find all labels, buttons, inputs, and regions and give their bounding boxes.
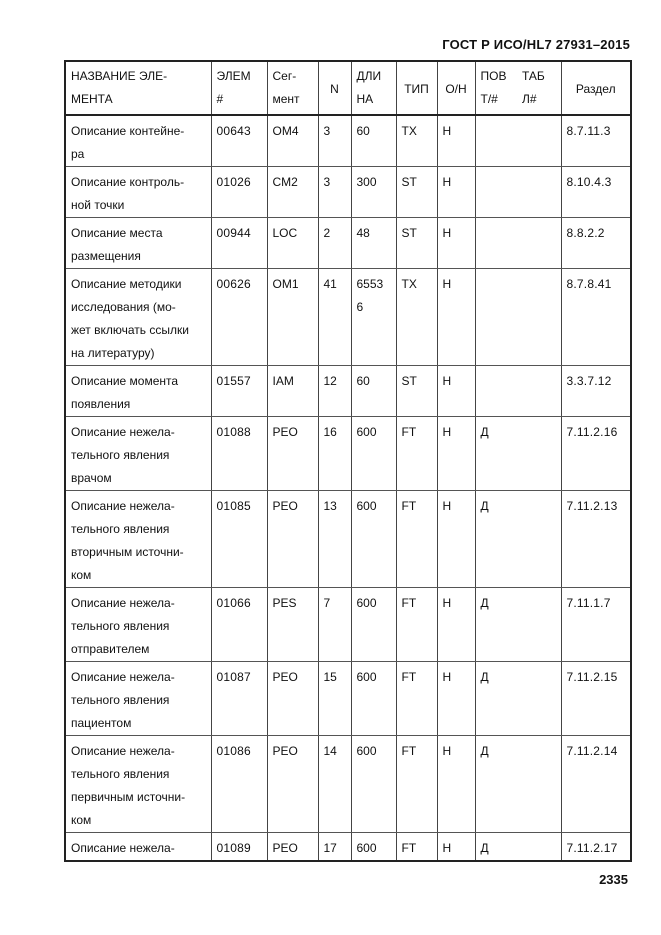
- cell-name-line: Описание нежела-: [71, 596, 175, 610]
- cell-length: [351, 588, 396, 662]
- cell-type: ST: [396, 366, 437, 417]
- table-row: [65, 833, 631, 862]
- cell-tabl: [517, 417, 561, 491]
- cell-name: [65, 417, 211, 491]
- cell-name-line: Описание места: [71, 226, 163, 240]
- cell-length-line: 600: [356, 841, 377, 855]
- cell-oh: Н: [437, 662, 475, 736]
- cell-name-line: ком: [71, 813, 92, 827]
- cell-elem: 00944: [211, 218, 267, 269]
- document-header: ГОСТ Р ИСО/HL7 27931–2015: [442, 37, 630, 52]
- cell-tabl: [517, 218, 561, 269]
- table-row: [65, 167, 631, 218]
- cell-n: 41: [318, 269, 351, 366]
- cell-oh: Н: [437, 736, 475, 833]
- cell-elem: 00626: [211, 269, 267, 366]
- cell-n: 17: [318, 833, 351, 862]
- header-segment: [267, 61, 318, 115]
- table-row: [65, 417, 631, 491]
- cell-name-line: тельного явления: [71, 448, 170, 462]
- cell-section: 7.11.2.17: [561, 833, 631, 862]
- cell-n: 3: [318, 167, 351, 218]
- cell-length: [351, 417, 396, 491]
- cell-segment: LOC: [267, 218, 318, 269]
- cell-n: 2: [318, 218, 351, 269]
- cell-length: [351, 736, 396, 833]
- cell-length-line: 6553: [356, 277, 384, 291]
- cell-length: [351, 269, 396, 366]
- cell-tabl: [517, 833, 561, 862]
- cell-segment: CM2: [267, 167, 318, 218]
- cell-tabl: [517, 269, 561, 366]
- table-row: [65, 662, 631, 736]
- cell-type: FT: [396, 491, 437, 588]
- cell-segment: PEO: [267, 833, 318, 862]
- cell-povt: Д: [475, 736, 517, 833]
- cell-povt: Д: [475, 833, 517, 862]
- cell-name-line: размещения: [71, 249, 141, 263]
- cell-length-line: 6: [356, 300, 364, 314]
- table-row: [65, 269, 631, 366]
- cell-length-line: 60: [356, 124, 370, 138]
- header-type: ТИП: [396, 61, 437, 115]
- header-segment-line: мент: [272, 92, 300, 106]
- cell-povt: Д: [475, 588, 517, 662]
- cell-section: 7.11.2.16: [561, 417, 631, 491]
- cell-name-line: Описание нежела-: [71, 744, 175, 758]
- cell-tabl: [517, 115, 561, 167]
- cell-name: [65, 736, 211, 833]
- cell-name: [65, 269, 211, 366]
- cell-oh: Н: [437, 588, 475, 662]
- cell-name-line: Описание контроль-: [71, 175, 185, 189]
- cell-type: TX: [396, 269, 437, 366]
- header-length-line: ДЛИ: [356, 69, 382, 83]
- header-name-line: НАЗВАНИЕ ЭЛЕ-: [71, 69, 168, 83]
- cell-name-line: Описание нежела-: [71, 499, 175, 513]
- cell-elem: 01085: [211, 491, 267, 588]
- cell-section: 7.11.2.13: [561, 491, 631, 588]
- header-povt-line: Т/#: [480, 92, 498, 106]
- header-povt: [475, 61, 517, 115]
- cell-type: FT: [396, 417, 437, 491]
- header-segment-line: Сег-: [272, 69, 297, 83]
- cell-length-line: 600: [356, 425, 377, 439]
- cell-length: [351, 115, 396, 167]
- cell-section: 7.11.2.14: [561, 736, 631, 833]
- header-name: [65, 61, 211, 115]
- cell-name-line: Описание нежела-: [71, 670, 175, 684]
- cell-tabl: [517, 662, 561, 736]
- header-tabl-line: Л#: [522, 92, 537, 106]
- cell-n: 14: [318, 736, 351, 833]
- cell-oh: Н: [437, 417, 475, 491]
- cell-length-line: 60: [356, 374, 370, 388]
- cell-name-line: исследования (мо-: [71, 300, 176, 314]
- cell-length: [351, 167, 396, 218]
- table-row: [65, 736, 631, 833]
- cell-segment: OM1: [267, 269, 318, 366]
- cell-name-line: вторичным источни-: [71, 545, 184, 559]
- cell-name: [65, 115, 211, 167]
- cell-length: [351, 662, 396, 736]
- cell-name-line: врачом: [71, 471, 112, 485]
- cell-section: 7.11.1.7: [561, 588, 631, 662]
- cell-name-line: появления: [71, 397, 131, 411]
- cell-name-line: пациентом: [71, 716, 132, 730]
- cell-name-line: Описание контейне-: [71, 124, 185, 138]
- cell-section: 7.11.2.15: [561, 662, 631, 736]
- table-row: [65, 491, 631, 588]
- cell-elem: 01086: [211, 736, 267, 833]
- cell-type: FT: [396, 588, 437, 662]
- cell-povt: [475, 269, 517, 366]
- cell-segment: PEO: [267, 417, 318, 491]
- cell-segment: PES: [267, 588, 318, 662]
- table-row: [65, 366, 631, 417]
- cell-n: 13: [318, 491, 351, 588]
- cell-length-line: 600: [356, 670, 377, 684]
- cell-name-line: первичным источни-: [71, 790, 186, 804]
- cell-length-line: 48: [356, 226, 370, 240]
- cell-elem: 01026: [211, 167, 267, 218]
- cell-name: [65, 491, 211, 588]
- cell-n: 16: [318, 417, 351, 491]
- cell-name-line: тельного явления: [71, 619, 170, 633]
- data-elements-table: [64, 60, 632, 862]
- cell-oh: Н: [437, 366, 475, 417]
- cell-elem: 01087: [211, 662, 267, 736]
- cell-tabl: [517, 491, 561, 588]
- cell-name-line: ной точки: [71, 198, 125, 212]
- header-oh: О/Н: [437, 61, 475, 115]
- cell-tabl: [517, 167, 561, 218]
- cell-name: [65, 588, 211, 662]
- cell-oh: Н: [437, 491, 475, 588]
- header-n: N: [318, 61, 351, 115]
- cell-povt: [475, 366, 517, 417]
- cell-oh: Н: [437, 833, 475, 862]
- cell-povt: Д: [475, 491, 517, 588]
- header-elem-line: #: [216, 92, 224, 106]
- cell-n: 3: [318, 115, 351, 167]
- cell-elem: 01089: [211, 833, 267, 862]
- cell-tabl: [517, 366, 561, 417]
- cell-name-line: Описание методики: [71, 277, 182, 291]
- cell-oh: Н: [437, 115, 475, 167]
- header-section: Раздел: [561, 61, 631, 115]
- cell-length: [351, 366, 396, 417]
- cell-type: ST: [396, 167, 437, 218]
- cell-elem: 00643: [211, 115, 267, 167]
- cell-name-line: ком: [71, 568, 92, 582]
- cell-n: 7: [318, 588, 351, 662]
- cell-segment: PEO: [267, 736, 318, 833]
- cell-length: [351, 833, 396, 862]
- cell-name-line: тельного явления: [71, 522, 170, 536]
- cell-name-line: Описание момента: [71, 374, 179, 388]
- cell-length-line: 600: [356, 499, 377, 513]
- cell-povt: [475, 115, 517, 167]
- cell-povt: [475, 218, 517, 269]
- header-length-line: НА: [356, 92, 374, 106]
- header-length: [351, 61, 396, 115]
- cell-povt: [475, 167, 517, 218]
- cell-length-line: 600: [356, 596, 377, 610]
- cell-name-line: ра: [71, 147, 85, 161]
- cell-elem: 01557: [211, 366, 267, 417]
- cell-length-line: 300: [356, 175, 377, 189]
- cell-name-line: отправителем: [71, 642, 150, 656]
- header-elem: [211, 61, 267, 115]
- cell-oh: Н: [437, 218, 475, 269]
- header-tabl-line: ТАБ: [522, 69, 545, 83]
- cell-type: FT: [396, 662, 437, 736]
- cell-length-line: 600: [356, 744, 377, 758]
- cell-tabl: [517, 736, 561, 833]
- cell-name: [65, 833, 211, 862]
- cell-section: 8.10.4.3: [561, 167, 631, 218]
- cell-oh: Н: [437, 269, 475, 366]
- cell-segment: PEO: [267, 491, 318, 588]
- cell-elem: 01066: [211, 588, 267, 662]
- page-number: 2335: [599, 872, 628, 887]
- cell-type: FT: [396, 833, 437, 862]
- table-body: [65, 115, 631, 861]
- cell-name-line: Описание нежела-: [71, 425, 175, 439]
- cell-segment: OM4: [267, 115, 318, 167]
- header-name-line: МЕНТА: [71, 92, 113, 106]
- cell-length: [351, 218, 396, 269]
- cell-name: [65, 167, 211, 218]
- cell-name-line: тельного явления: [71, 767, 170, 781]
- cell-segment: IAM: [267, 366, 318, 417]
- table-row: [65, 115, 631, 167]
- cell-name-line: Описание нежела-: [71, 841, 175, 855]
- cell-elem: 01088: [211, 417, 267, 491]
- cell-povt: Д: [475, 417, 517, 491]
- cell-type: TX: [396, 115, 437, 167]
- cell-segment: PEO: [267, 662, 318, 736]
- cell-tabl: [517, 588, 561, 662]
- cell-name-line: на литературу): [71, 346, 155, 360]
- cell-name: [65, 218, 211, 269]
- cell-section: 8.8.2.2: [561, 218, 631, 269]
- header-povt-line: ПОВ: [480, 69, 507, 83]
- table-row: [65, 588, 631, 662]
- table-row: [65, 218, 631, 269]
- cell-length: [351, 491, 396, 588]
- cell-section: 3.3.7.12: [561, 366, 631, 417]
- cell-section: 8.7.8.41: [561, 269, 631, 366]
- cell-name: [65, 662, 211, 736]
- cell-section: 8.7.11.3: [561, 115, 631, 167]
- header-tabl: [517, 61, 561, 115]
- cell-n: 12: [318, 366, 351, 417]
- cell-n: 15: [318, 662, 351, 736]
- cell-name-line: тельного явления: [71, 693, 170, 707]
- cell-povt: Д: [475, 662, 517, 736]
- cell-oh: Н: [437, 167, 475, 218]
- header-elem-line: ЭЛЕМ: [216, 69, 251, 83]
- table-header: [65, 61, 631, 115]
- cell-type: FT: [396, 736, 437, 833]
- cell-type: ST: [396, 218, 437, 269]
- cell-name: [65, 366, 211, 417]
- cell-name-line: жет включать ссылки: [71, 323, 189, 337]
